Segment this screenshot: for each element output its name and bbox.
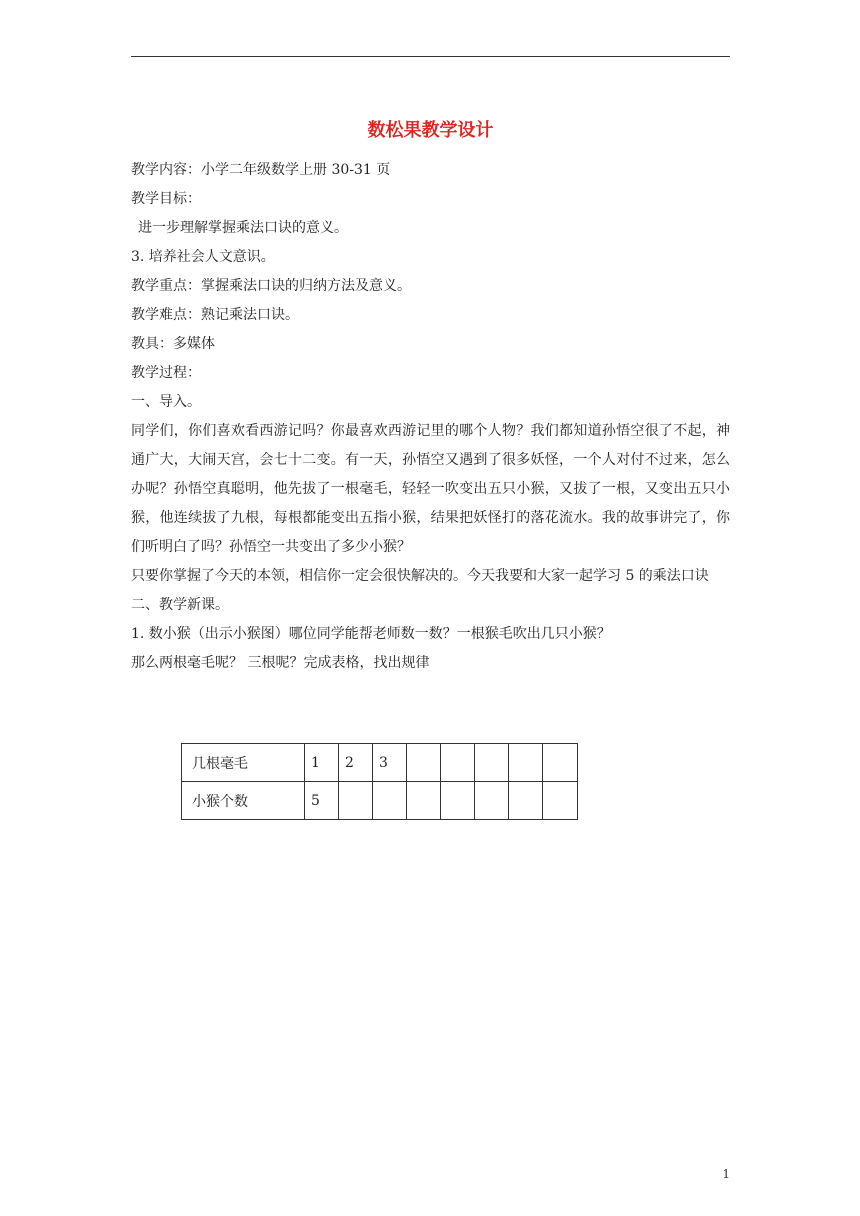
table-cell xyxy=(509,744,543,782)
goal-item: 进一步理解掌握乘法口诀的意义。 xyxy=(138,220,348,236)
section-new-lesson-heading: 二、教学新课。 xyxy=(131,597,229,613)
table-row xyxy=(182,782,578,820)
table-cell: 3 xyxy=(373,744,407,782)
table-row xyxy=(182,744,578,782)
goal-item-3: 3. 培养社会人文意识。 xyxy=(131,249,275,265)
teaching-tools: 教具：多媒体 xyxy=(131,336,215,352)
table-cell xyxy=(373,782,407,820)
teaching-difficulty: 教学难点：熟记乘法口诀。 xyxy=(131,307,299,323)
table-cell xyxy=(441,782,475,820)
section-intro-heading: 一、导入。 xyxy=(131,394,201,410)
teaching-content: 教学内容：小学二年级数学上册 30-31 页 xyxy=(131,162,391,178)
table-cell: 2 xyxy=(339,744,373,782)
header-rule xyxy=(131,56,730,57)
document-title: 数松果教学设计 xyxy=(367,120,494,141)
task-1: 1. 数小猴（出示小猴图）哪位同学能帮老师数一数？一根猴毛吹出几只小猴？ xyxy=(131,626,611,642)
story-paragraph: 同学们，你们喜欢看西游记吗？你最喜欢西游记里的哪个人物？我们都知道孙悟空很了不起，神通广大，大闹天宫，会七十二变。有一天，孙悟空又遇到了很多妖怪，一个人对付不过来，怎么办呢？孙悟空真聪明，他先拔了一根毫毛，轻轻一吹变出五只小猴，又拔了一根，又变出五只小猴，他连续拔了九根，每根都能变出五指小猴，结果把妖怪打的落花流水。我的故事讲完了，你们听明白了吗？孙悟空一共变出了多少小猴？ xyxy=(131,423,730,555)
table-cell xyxy=(475,782,509,820)
monkey-count-table xyxy=(181,743,578,820)
teaching-goals-heading: 教学目标： xyxy=(131,191,201,207)
document-body xyxy=(131,156,730,678)
intro-paragraph: 只要你掌握了今天的本领，相信你一定会很快解决的。今天我要和大家一起学习 5 的乘法口诀 xyxy=(131,568,709,584)
table-cell xyxy=(543,744,578,782)
table-cell xyxy=(407,782,441,820)
teaching-focus: 教学重点：掌握乘法口诀的归纳方法及意义。 xyxy=(131,278,411,294)
table-cell xyxy=(475,744,509,782)
table-cell: 1 xyxy=(305,744,339,782)
table-cell xyxy=(407,744,441,782)
page-number: 1 xyxy=(722,1167,730,1181)
teaching-process-heading: 教学过程： xyxy=(131,365,201,381)
table-cell xyxy=(339,782,373,820)
table-row-label: 几根毫毛 xyxy=(182,744,305,782)
table-cell: 5 xyxy=(305,782,339,820)
task-1-continued: 那么两根毫毛呢？ 三根呢？完成表格，找出规律 xyxy=(131,655,430,671)
table-cell xyxy=(543,782,578,820)
table-cell xyxy=(441,744,475,782)
table-row-label: 小猴个数 xyxy=(182,782,305,820)
table-cell xyxy=(509,782,543,820)
